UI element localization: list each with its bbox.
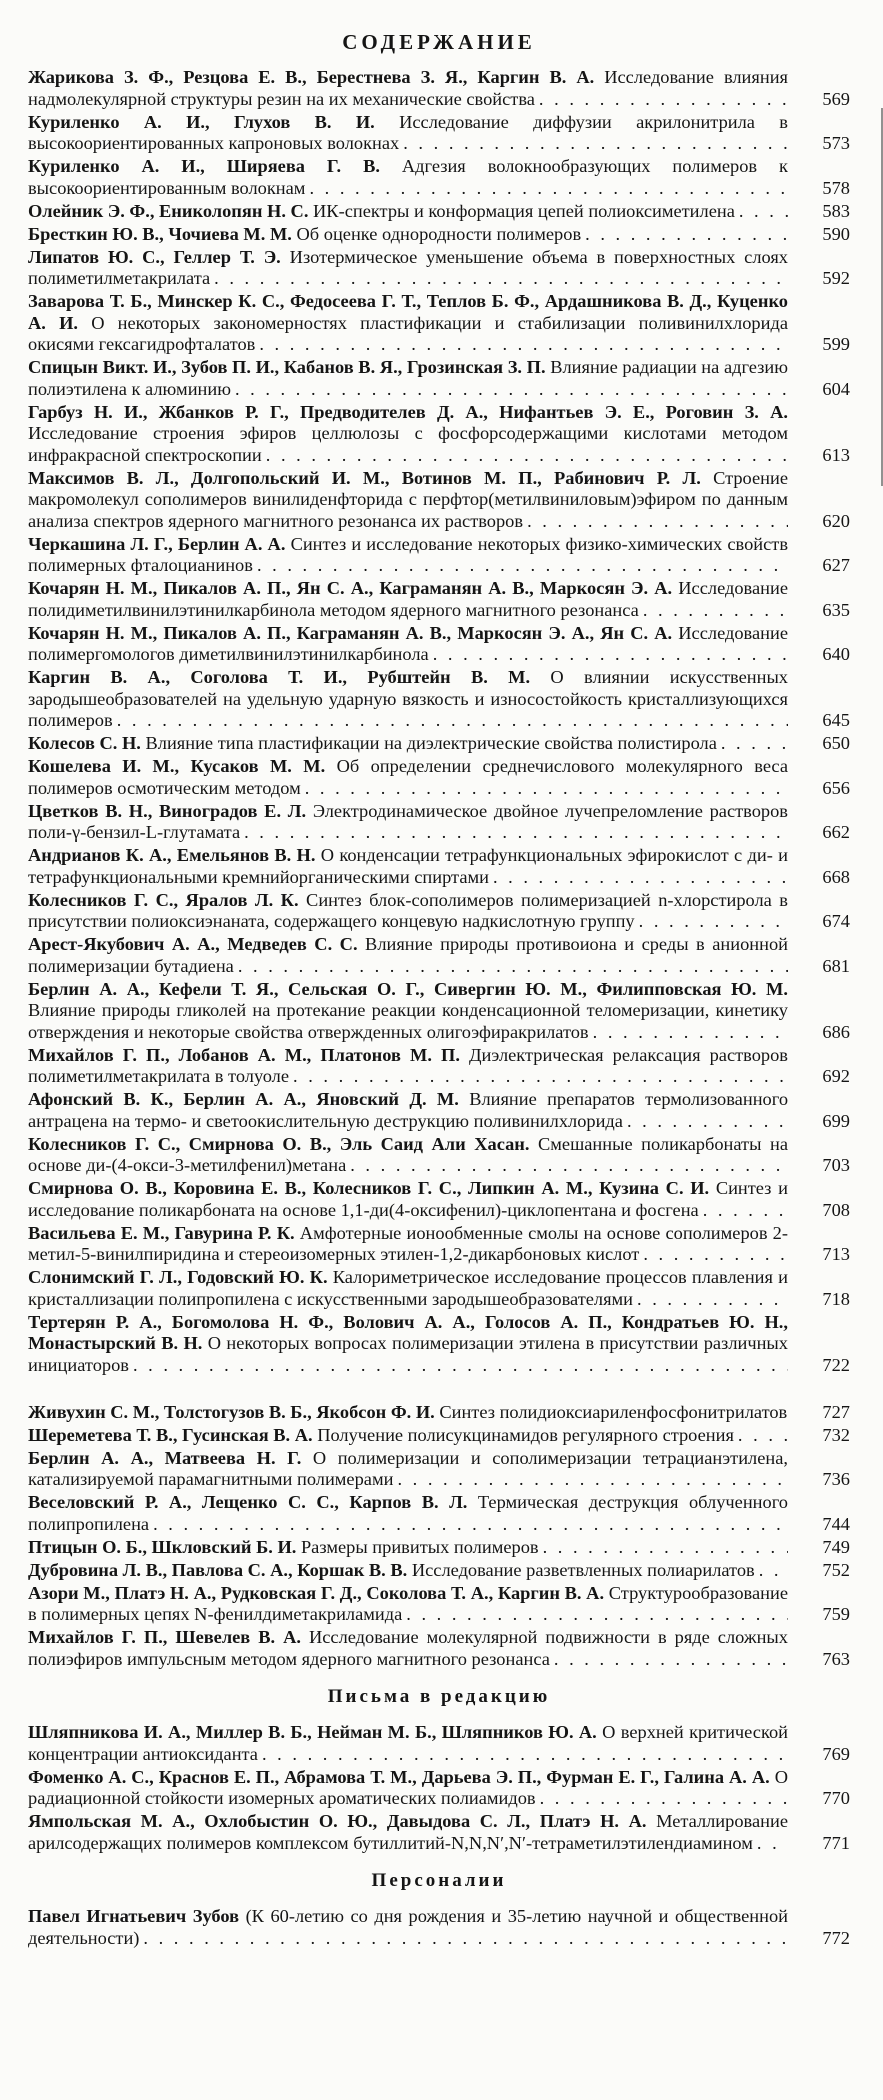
toc-entry-page-number: 650 bbox=[822, 733, 850, 753]
toc-entry-authors: Липатов Ю. С., Геллер Т. Э. bbox=[28, 246, 281, 267]
toc-entry-title: Исследование диффузии акрилонитрила в высокоориентированных капроновых волокнах . . . bbox=[28, 112, 788, 154]
toc-entry-text bbox=[28, 1223, 788, 1266]
toc-entry-page-number: 573 bbox=[822, 133, 850, 153]
toc-entry-title: Исследование разветвленных полиарилатов . . . bbox=[412, 1560, 755, 1580]
toc-entry-title: Влияние типа пластификации на диэлектрические свойства полистирола . . . bbox=[146, 733, 717, 753]
toc-entry-text bbox=[28, 291, 788, 356]
toc-entry bbox=[28, 357, 850, 400]
toc-entry-text bbox=[28, 756, 788, 799]
toc-entry-title: О некоторых вопросах полимеризации этилена в присутствии различных инициаторов . . . bbox=[28, 1333, 788, 1375]
toc-entry-page-number: 718 bbox=[822, 1288, 850, 1309]
toc-entry bbox=[28, 667, 850, 732]
contents-section-articles bbox=[28, 67, 850, 1376]
toc-entry-authors: Куриленко А. И., Ширяева Г. В. bbox=[28, 156, 380, 176]
toc-entry-title: Влияние природы гликолей на протекание реакции конденсационной теломеризации, кинетику отверждения и некоторые свойства отвержденных олигоэфиракрилатов . . . bbox=[28, 1000, 788, 1042]
toc-entry-page-number: 674 bbox=[822, 911, 850, 931]
toc-entry-title: Влияние препаратов термолизованного антрацена на термо- и светоокислительную деструкцию поливинилхлорида . . . bbox=[28, 1089, 788, 1131]
toc-entry-page-number: 640 bbox=[822, 644, 850, 664]
toc-entry-authors: Тертерян Р. А., Богомолова Н. Ф., Волович А. А., Голосов А. П., Кондратьев Ю. Н., Монастырский В. Н. bbox=[28, 1311, 788, 1353]
toc-entry-page-number: 713 bbox=[822, 1244, 850, 1264]
toc-entry-authors: Черкашина Л. Г., Берлин А. А. bbox=[28, 533, 286, 554]
toc-entry-page-number: 770 bbox=[822, 1788, 850, 1808]
toc-entry-title: О некоторых закономерностях пластификации и стабилизации поливинилхлорида окисями гексагидрофталатов . . . bbox=[28, 313, 788, 355]
toc-entry-page-number: 772 bbox=[822, 1927, 850, 1948]
toc-entry bbox=[28, 534, 850, 577]
toc-entry bbox=[28, 1722, 850, 1765]
toc-entry-authors: Кочарян Н. М., Пикалов А. П., Ян С. А., Каграманян А. В., Маркосян Э. А. bbox=[28, 578, 673, 598]
toc-entry-authors: Берлин А. А., Кефели Т. Я., Сельская О. Г., Сивергин Ю. М., Филипповская Ю. М. bbox=[28, 978, 788, 999]
toc-entry-page-number: 759 bbox=[822, 1604, 850, 1624]
toc-entry-text bbox=[28, 979, 788, 1044]
toc-entry-authors: Веселовский Р. А., Лещенко С. С., Карпов В. Л. bbox=[28, 1492, 468, 1512]
toc-entry bbox=[28, 468, 850, 533]
toc-entry-text bbox=[28, 357, 788, 400]
toc-entry-page-number: 727 bbox=[822, 1401, 850, 1422]
toc-entry bbox=[28, 1492, 850, 1535]
toc-entry-text bbox=[28, 1089, 788, 1132]
toc-entry-title: Изотермическое уменьшение объема в поверхностных слоях полиметилметакрилата . . . bbox=[28, 247, 788, 289]
toc-entry-title: Металлирование арилсодержащих полимеров комплексом бутиллитий-N,N,N′,N′-тетраметилэтилендиамином . . . bbox=[28, 1811, 788, 1853]
toc-entry-title: Электродинамическое двойное лучепреломление растворов поли-γ-бензил-L-глутамата . . . bbox=[28, 801, 788, 843]
toc-entry-text bbox=[28, 1448, 788, 1491]
toc-entry-page-number: 692 bbox=[822, 1066, 850, 1086]
toc-entry bbox=[28, 1402, 850, 1424]
toc-entry-title: Синтез блок-сополимеров полимеризацией n-хлорстирола в присутствии полиоксиэнаната, содержащего концевую надкислотную группу . . . bbox=[28, 890, 788, 932]
toc-entry-text bbox=[28, 1906, 788, 1949]
toc-entry-page-number: 620 bbox=[822, 510, 850, 531]
toc-entry-page-number: 599 bbox=[822, 334, 850, 354]
toc-entry-text bbox=[28, 468, 788, 533]
toc-entry-authors: Арест-Якубович А. А., Медведев С. С. bbox=[28, 934, 358, 954]
toc-entry-title: Строение макромолекул сополимеров винилиденфторида с перфтор(метилвиниловым)эфиром по данным анализа спектров ядерного магнитного резонанса их растворов . . . bbox=[28, 468, 788, 531]
toc-entry-authors: Кошелева И. М., Кусаков М. М. bbox=[28, 756, 326, 776]
toc-entry bbox=[28, 934, 850, 977]
toc-entry-page-number: 578 bbox=[822, 177, 850, 198]
toc-entry-authors: Цветков В. Н., Виноградов Е. Л. bbox=[28, 800, 307, 821]
toc-entry bbox=[28, 291, 850, 356]
toc-entry-authors: Спицын Викт. И., Зубов П. И., Кабанов В. Я., Грозинская З. П. bbox=[28, 357, 546, 377]
toc-entry-title: Термическая деструкция облученного полипропилена . . . bbox=[28, 1492, 788, 1534]
toc-entry-page-number: 763 bbox=[822, 1648, 850, 1669]
toc-entry bbox=[28, 156, 850, 199]
toc-entry-page-number: 699 bbox=[822, 1110, 850, 1131]
toc-entry-title: Диэлектрическая релаксация растворов полиметилметакрилата в толуоле . . . bbox=[28, 1045, 788, 1087]
toc-entry-authors: Ямпольская М. А., Охлобыстин О. Ю., Давыдова С. Л., Платэ Н. А. bbox=[28, 1811, 647, 1831]
toc-entry-title: Синтез полидиоксиариленфосфонитрилатов . . . bbox=[439, 1402, 787, 1422]
toc-entry bbox=[28, 578, 850, 621]
toc-entry-page-number: 590 bbox=[822, 223, 850, 244]
toc-entry bbox=[28, 623, 850, 666]
toc-entry bbox=[28, 979, 850, 1044]
toc-entry-authors: Птицын О. Б., Шкловский Б. И. bbox=[28, 1536, 297, 1557]
toc-entry-text bbox=[28, 1537, 788, 1559]
toc-entry-text bbox=[28, 1402, 788, 1424]
toc-entry-text bbox=[28, 1767, 788, 1810]
toc-entry-authors: Шляпникова И. А., Миллер В. Б., Нейман М. Б., Шляпников Ю. А. bbox=[28, 1722, 597, 1742]
toc-entry-text bbox=[28, 67, 788, 110]
toc-entry-title: (К 60-летию со дня рождения и 35-летию научной и общественной деятельности) . . . bbox=[28, 1906, 788, 1948]
toc-entry bbox=[28, 247, 850, 290]
toc-entry-text bbox=[28, 934, 788, 977]
personalia-heading: Персоналии bbox=[371, 1870, 507, 1891]
toc-entry-text bbox=[28, 156, 788, 199]
toc-entry-page-number: 686 bbox=[822, 1021, 850, 1042]
toc-entry-title: Адгезия волокнообразующих полимеров к высокоориентированным волокнам . . . bbox=[28, 156, 788, 198]
toc-entry bbox=[28, 1089, 850, 1132]
toc-entry-text bbox=[28, 1627, 788, 1670]
toc-entry-page-number: 662 bbox=[822, 822, 850, 842]
toc-entry bbox=[28, 1767, 850, 1810]
toc-entry-title: О полимеризации и сополимеризации тетрацианэтилена, катализируемой парамагнитными полимерами . . . bbox=[28, 1448, 788, 1490]
toc-entry-page-number: 769 bbox=[822, 1743, 850, 1764]
toc-entry-page-number: 752 bbox=[822, 1559, 850, 1580]
toc-entry-authors: Максимов В. Л., Долгопольский И. М., Вотинов М. П., Рабинович Р. Л. bbox=[28, 467, 701, 488]
toc-entry-title: Структурообразование в полимерных цепях N-фенилдиметакриламида . . . bbox=[28, 1583, 788, 1625]
toc-entry-authors: Колесников Г. С., Смирнова О. В., Эль Саид Али Хасан. bbox=[28, 1133, 530, 1154]
toc-entry-authors: Живухин С. М., Толстогузов В. Б., Якобсон Ф. И. bbox=[28, 1401, 435, 1422]
toc-entry-title: Калориметрическое исследование процессов плавления и кристаллизации полипропилена с искусственными зародышеобразователями . . . bbox=[28, 1267, 788, 1309]
toc-entry-title: Исследование молекулярной подвижности в ряде сложных полиэфиров импульсным методом ядерного магнитного резонанса . . . bbox=[28, 1627, 788, 1669]
toc-entry-title: Размеры привитых полимеров . . . bbox=[301, 1537, 539, 1557]
letters-heading: Письма в редакцию bbox=[327, 1686, 551, 1707]
toc-entry-title: ИК-спектры и конформация цепей полиоксиметилена . . . bbox=[313, 201, 735, 221]
toc-entry-page-number: 703 bbox=[822, 1155, 850, 1175]
toc-entry bbox=[28, 1906, 850, 1949]
toc-entry-text bbox=[28, 1560, 788, 1582]
toc-entry-page-number: 722 bbox=[822, 1354, 850, 1375]
toc-entry-title: Исследование строения эфиров целлюлозы с фосфорсодержащими кислотами методом инфракрасной спектроскопии . . . bbox=[28, 423, 788, 465]
toc-entry-text bbox=[28, 247, 788, 290]
toc-entry-page-number: 645 bbox=[822, 710, 850, 730]
toc-entry bbox=[28, 1811, 850, 1854]
toc-entry-authors: Олейник Э. Ф., Ениколопян Н. С. bbox=[28, 200, 309, 221]
toc-entry-text bbox=[28, 623, 788, 666]
toc-entry-text bbox=[28, 1722, 788, 1765]
toc-entry-title: Об определении среднечислового молекулярного веса полимеров осмотическим методом . . . bbox=[28, 756, 788, 798]
toc-entry-authors: Шереметева Т. В., Гусинская В. А. bbox=[28, 1424, 313, 1445]
toc-entry-page-number: 681 bbox=[822, 955, 850, 976]
toc-entry-authors: Смирнова О. В., Коровина Е. В., Колесников Г. С., Липкин А. М., Кузина С. И. bbox=[28, 1178, 710, 1198]
toc-entry-title: Получение полисукцинамидов регулярного строения . . . bbox=[317, 1425, 734, 1445]
toc-entry bbox=[28, 224, 850, 246]
toc-entry-authors: Жарикова З. Ф., Резцова Е. В., Берестнева З. Я., Каргин В. А. bbox=[28, 67, 595, 87]
toc-entry-page-number: 749 bbox=[822, 1536, 850, 1557]
toc-entry-authors: Слонимский Г. Л., Годовский Ю. К. bbox=[28, 1267, 328, 1287]
toc-entry-title: Синтез и исследование поликарбоната на основе 1,1-ди(4-оксифенил)-циклопентана и фосгена . . . bbox=[28, 1178, 788, 1220]
toc-entry-authors: Колесников Г. С., Яралов Л. К. bbox=[28, 889, 299, 910]
toc-entry bbox=[28, 1134, 850, 1177]
toc-entry-authors: Куриленко А. И., Глухов В. И. bbox=[28, 111, 375, 132]
toc-entry-authors: Заварова Т. Б., Минскер К. С., Федосеева Г. Т., Теплов Б. Ф., Ардашникова В. Д., Куценко А. И. bbox=[28, 291, 788, 333]
toc-entry-page-number: 732 bbox=[822, 1424, 850, 1445]
toc-entry-title: Синтез и исследование некоторых физико-химических свойств полимерных фталоцианинов . . . bbox=[28, 534, 788, 576]
toc-entry-text bbox=[28, 845, 788, 888]
toc-entry-text bbox=[28, 402, 788, 467]
toc-entry bbox=[28, 1045, 850, 1088]
toc-entry bbox=[28, 67, 850, 110]
toc-entry-text bbox=[28, 112, 788, 155]
toc-entry bbox=[28, 112, 850, 155]
toc-entry-authors: Дубровина Л. В., Павлова С. А., Коршак В. В. bbox=[28, 1559, 408, 1580]
toc-entry-page-number: 583 bbox=[822, 200, 850, 221]
toc-entry-authors: Каргин В. А., Соголова Т. И., Рубштейн В. М. bbox=[28, 667, 531, 687]
toc-entry-text bbox=[28, 1178, 788, 1221]
toc-entry-title: О влиянии искусственных зародышеобразователей на удельную ударную вязкость и износостойкость кристаллизующихся полимеров . . . bbox=[28, 667, 788, 730]
toc-entry bbox=[28, 1178, 850, 1221]
toc-entry bbox=[28, 1267, 850, 1310]
toc-entry bbox=[28, 1425, 850, 1447]
toc-entry-title: О верхней критической концентрации антиоксиданта . . . bbox=[28, 1722, 788, 1764]
contents-section-short-articles bbox=[28, 1402, 850, 1671]
toc-entry-text bbox=[28, 667, 788, 732]
toc-entry-text bbox=[28, 201, 788, 223]
toc-entry-title: Влияние радиации на адгезию полиэтилена к алюминию . . . bbox=[28, 357, 788, 399]
toc-entry-text bbox=[28, 1045, 788, 1088]
toc-entry-text bbox=[28, 1134, 788, 1177]
toc-entry bbox=[28, 1537, 850, 1559]
toc-entry-page-number: 569 bbox=[822, 88, 850, 109]
toc-entry-text bbox=[28, 890, 788, 933]
toc-entry-title: Об оценке однородности полимеров . . . bbox=[297, 224, 582, 244]
toc-entry-text bbox=[28, 1425, 788, 1447]
toc-entry-title: Влияние природы противоиона и среды в анионной полимеризации бутадиена . . . bbox=[28, 934, 788, 976]
toc-entry-authors: Васильева Е. М., Гавурина Р. К. bbox=[28, 1222, 295, 1243]
toc-entry-page-number: 592 bbox=[822, 268, 850, 288]
toc-entry-text bbox=[28, 534, 788, 577]
toc-entry-page-number: 708 bbox=[822, 1199, 850, 1220]
toc-entry-authors: Михайлов Г. П., Шевелев В. А. bbox=[28, 1627, 301, 1647]
toc-entry-text bbox=[28, 224, 788, 246]
toc-entry-text bbox=[28, 1492, 788, 1535]
contents-section-personalia bbox=[28, 1906, 850, 1949]
toc-entry-authors: Фоменко А. С., Краснов Е. П., Абрамова Т. М., Дарьева Э. П., Фурман Е. Г., Галина А. А. bbox=[28, 1766, 770, 1787]
toc-entry-title: Амфотерные ионообменные смолы на основе сополимеров 2-метил-5-винилпиридина и стереоизомерных этилен-1,2-дикарбоновых кислот . . . bbox=[28, 1223, 788, 1265]
section-gap bbox=[28, 1378, 850, 1402]
toc-entry-page-number: 635 bbox=[822, 599, 850, 620]
toc-entry-text bbox=[28, 801, 788, 844]
toc-entry-title: Исследование полидиметилвинилэтинилкарбинола методом ядерного магнитного резонанса . . . bbox=[28, 578, 788, 620]
toc-entry bbox=[28, 733, 850, 755]
toc-entry-page-number: 613 bbox=[822, 444, 850, 465]
toc-entry-text bbox=[28, 1312, 788, 1377]
toc-entry-text bbox=[28, 1267, 788, 1310]
toc-entry-text bbox=[28, 1583, 788, 1626]
toc-entry-page-number: 627 bbox=[822, 555, 850, 575]
toc-entry bbox=[28, 1312, 850, 1377]
toc-entry-page-number: 604 bbox=[822, 378, 850, 399]
toc-entry bbox=[28, 402, 850, 467]
toc-entry-title: Смешанные поликарбонаты на основе ди-(4-окси-3-метилфенил)метана . . . bbox=[28, 1134, 788, 1176]
toc-entry-page-number: 771 bbox=[822, 1832, 850, 1853]
toc-entry-page-number: 656 bbox=[822, 777, 850, 798]
toc-entry-authors: Гарбуз Н. И., Жбанков Р. Г., Предводителев Д. А., Нифантьев Э. Е., Роговин З. А. bbox=[28, 401, 788, 422]
toc-entry-authors: Михайлов Г. П., Лобанов А. М., Платонов М. П. bbox=[28, 1044, 460, 1065]
toc-entry-authors: Колесов С. Н. bbox=[28, 733, 141, 753]
toc-entry-text bbox=[28, 578, 788, 621]
toc-entry bbox=[28, 845, 850, 888]
toc-entry bbox=[28, 890, 850, 933]
toc-entry-authors: Берлин А. А., Матвеева Н. Г. bbox=[28, 1447, 302, 1468]
toc-entry-authors: Азори М., Платэ Н. А., Рудковская Г. Д., Соколова Т. А., Каргин В. А. bbox=[28, 1582, 605, 1603]
toc-entry bbox=[28, 801, 850, 844]
toc-entry-authors: Афонский В. К., Берлин А. А., Яновский Д. М. bbox=[28, 1089, 459, 1109]
toc-entry-title: О конденсации тетрафункциональных эфирокислот с ди- и тетрафункциональными кремнийорганическими спиртами . . . bbox=[28, 845, 788, 887]
toc-entry-authors: Андрианов К. А., Емельянов В. Н. bbox=[28, 845, 316, 865]
toc-entry-authors: Кочарян Н. М., Пикалов А. П., Каграманян А. В., Маркосян Э. А., Ян С. А. bbox=[28, 622, 673, 643]
toc-entry-page-number: 736 bbox=[822, 1469, 850, 1489]
toc-entry bbox=[28, 1560, 850, 1582]
toc-entry-authors: Бресткин Ю. В., Чочиева М. М. bbox=[28, 223, 292, 244]
toc-entry-text bbox=[28, 1811, 788, 1854]
toc-entry-page-number: 744 bbox=[822, 1513, 850, 1534]
toc-entry bbox=[28, 1223, 850, 1266]
contents-section-letters bbox=[28, 1722, 850, 1854]
toc-entry bbox=[28, 201, 850, 223]
toc-entry-page-number: 668 bbox=[822, 866, 850, 887]
toc-entry-authors: Павел Игнатьевич Зубов bbox=[28, 1906, 240, 1926]
toc-entry-title: Исследование влияния надмолекулярной структуры резин на их механические свойства . . . bbox=[28, 67, 788, 109]
toc-entry bbox=[28, 1627, 850, 1670]
toc-entry bbox=[28, 1583, 850, 1626]
toc-entry-title: О радиационной стойкости изомерных ароматических полиамидов . . . bbox=[28, 1767, 788, 1809]
contents-page bbox=[28, 22, 850, 1951]
toc-entry bbox=[28, 1448, 850, 1491]
toc-entry-title: Исследование полимергомологов диметилвинилэтинилкарбинола . . . bbox=[28, 623, 788, 665]
toc-entry bbox=[28, 756, 850, 799]
contents-heading: СОДЕРЖАНИЕ bbox=[342, 30, 536, 54]
toc-entry-text bbox=[28, 733, 788, 755]
